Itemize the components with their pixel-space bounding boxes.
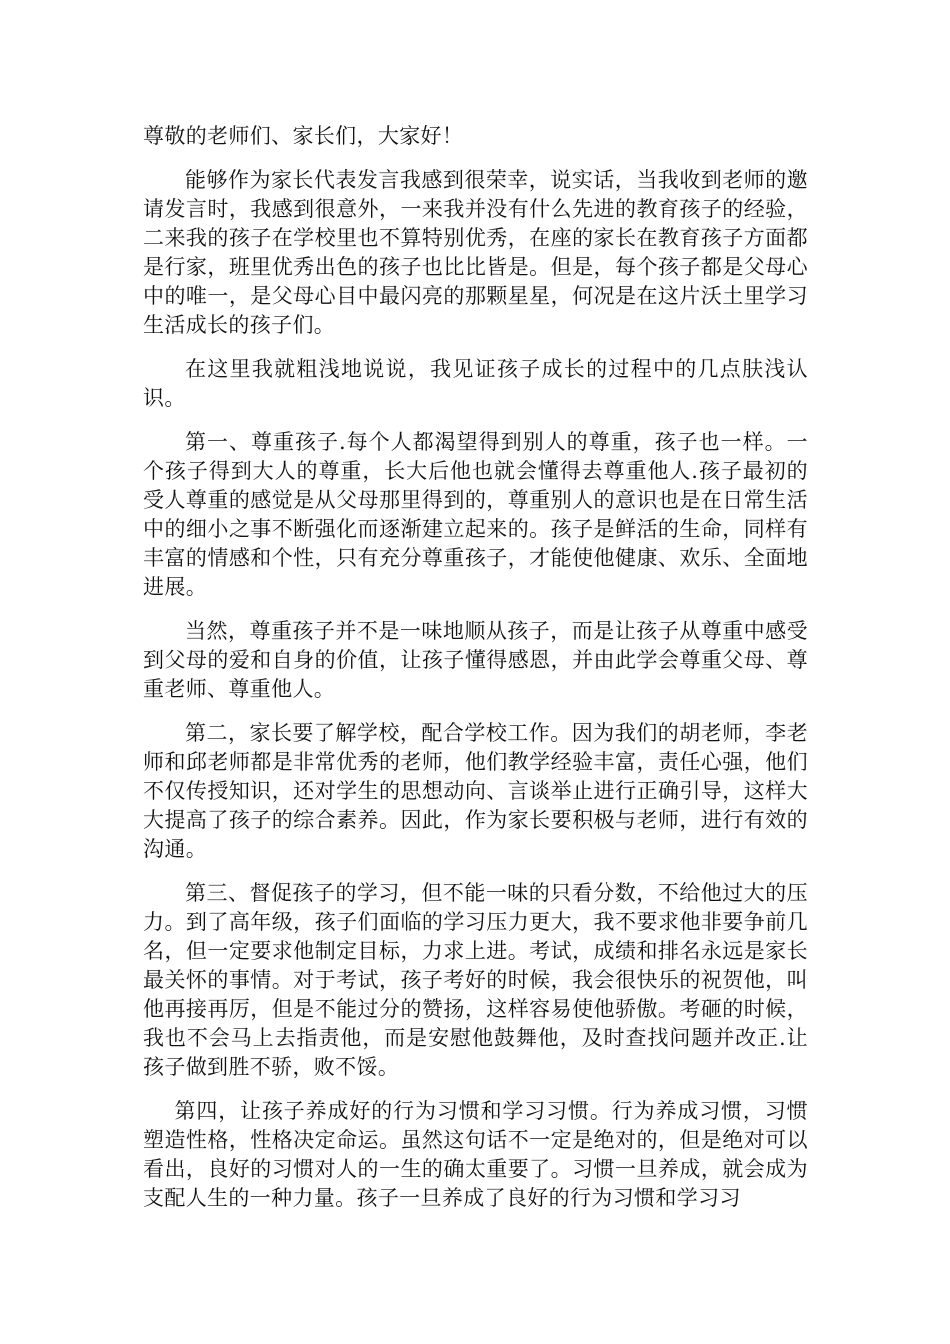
intro-paragraph: 能够作为家长代表发言我感到很荣幸，说实话，当我收到老师的邀请发言时，我感到很意外，一来我并没有什么先进的教育孩子的经验，二来我的孩子在学校里也不算特别优秀，在座的家长在教育孩子方面都是行家，班里优秀出色的孩子也比比皆是。但是，每个孩子都是父母心中的唯一，是父母心目中最闪亮的那颗星星，何况是在这片沃土里学习生活成长的孩子们。 bbox=[143, 168, 808, 337]
preface-paragraph: 在这里我就粗浅地说说，我见证孩子成长的过程中的几点肤浅认识。 bbox=[143, 357, 808, 410]
document-body bbox=[143, 122, 808, 1228]
greeting-paragraph: 尊敬的老师们、家长们，大家好！ bbox=[143, 124, 464, 148]
point-one-paragraph: 第一、尊重孩子.每个人都渴望得到别人的尊重，孩子也一样。一个孩子得到大人的尊重，长大后他也就会懂得去尊重他人.孩子最初的受人尊重的感觉是从父母那里得到的，尊重别人的意识也是在日常生活中的细小之事不断强化而逐渐建立起来的。孩子是鲜活的生命，同样有丰富的情感和个性，只有充分尊重孩子，才能使他健康、欢乐、全面地进展。 bbox=[143, 430, 808, 599]
point-four-paragraph: 第四，让孩子养成好的行为习惯和学习习惯。行为养成习惯，习惯塑造性格，性格决定命运。虽然这句话不一定是绝对的，但是绝对可以看出，良好的习惯对人的一生的确太重要了。习惯一旦养成，就会成为支配人生的一种力量。孩子一旦养成了良好的行为习惯和学习习 bbox=[143, 1099, 808, 1210]
point-two-paragraph: 第二，家长要了解学校，配合学校工作。因为我们的胡老师，李老师和邱老师都是非常优秀的老师，他们教学经验丰富，责任心强，他们不仅传授知识，还对学生的思想动向、言谈举止进行正确引导，这样大大提高了孩子的综合素养。因此，作为家长要积极与老师，进行有效的沟通。 bbox=[143, 721, 808, 861]
point-three-paragraph: 第三、督促孩子的学习，但不能一味的只看分数，不给他过大的压力。到了高年级，孩子们面临的学习压力更大，我不要求他非要争前几名，但一定要求他制定目标，力求上进。考试，成绩和排名永远是家长最关怀的事情。对于考试，孩子考好的时候，我会很快乐的祝贺他，叫他再接再厉，但是不能过分的赞扬，这样容易使他骄傲。考砸的时候，我也不会马上去指责他，而是安慰他鼓舞他，及时查找问题并改正.让孩子做到胜不骄，败不馁。 bbox=[143, 881, 808, 1079]
point-one-followup-paragraph: 当然，尊重孩子并不是一味地顺从孩子，而是让孩子从尊重中感受到父母的爱和自身的价值，让孩子懂得感恩，并由此学会尊重父母、尊重老师、尊重他人。 bbox=[143, 619, 808, 701]
